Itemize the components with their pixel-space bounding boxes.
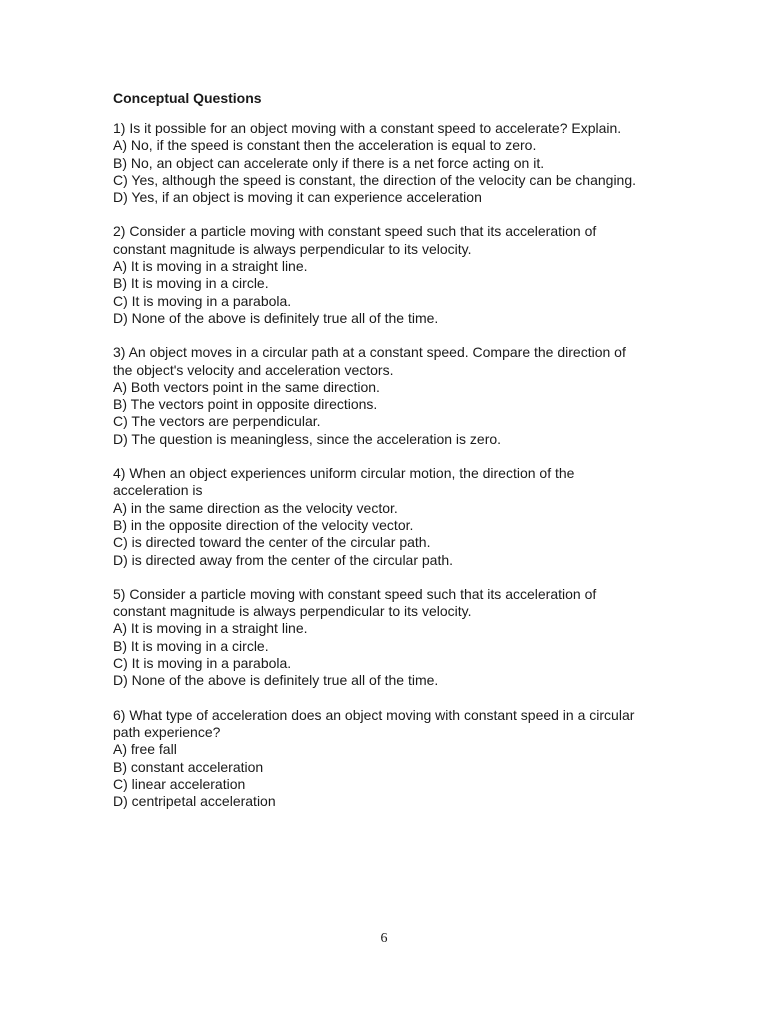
question-text: 1) Is it possible for an object moving with a constant speed to accelerate? Explain. <box>113 120 622 136</box>
answer-option-d: D) is directed away from the center of the circular path. <box>113 551 454 568</box>
question-5 <box>113 586 653 690</box>
answer-option-d: D) None of the above is definitely true all of the time. <box>113 672 439 689</box>
answer-option-d: D) centripetal acceleration <box>113 793 276 810</box>
question-text: 4) When an object experiences uniform circular motion, the direction of the acceleration is <box>113 465 575 499</box>
answer-option-b: B) No, an object can accelerate only if there is a net force acting on it. <box>113 154 545 171</box>
answer-option-d: D) Yes, if an object is moving it can experience acceleration <box>113 189 482 206</box>
answer-option-a: A) in the same direction as the velocity vector. <box>113 499 398 516</box>
answer-option-c: C) It is moving in a parabola. <box>113 292 292 309</box>
answer-option-b: B) It is moving in a circle. <box>113 637 269 654</box>
answer-option-b: B) constant acceleration <box>113 758 264 775</box>
document-page <box>113 90 653 827</box>
page-number: 6 <box>380 931 388 946</box>
section-heading: Conceptual Questions <box>113 90 262 106</box>
answer-option-a: A) free fall <box>113 741 177 758</box>
answer-option-d: D) None of the above is definitely true all of the time. <box>113 309 439 326</box>
answer-option-b: B) It is moving in a circle. <box>113 275 269 292</box>
question-6 <box>113 707 653 811</box>
question-text: 2) Consider a particle moving with constant speed such that its acceleration of constant magnitude is always perpendicular to its velocity. <box>113 223 597 257</box>
answer-option-d: D) The question is meaningless, since the acceleration is zero. <box>113 430 502 447</box>
question-3 <box>113 344 653 448</box>
answer-option-c: C) is directed toward the center of the circular path. <box>113 534 431 551</box>
answer-option-c: C) It is moving in a parabola. <box>113 655 292 672</box>
answer-option-a: A) Both vectors point in the same direction. <box>113 378 380 395</box>
answer-option-b: B) in the opposite direction of the velocity vector. <box>113 516 414 533</box>
question-1 <box>113 120 653 206</box>
question-4 <box>113 465 653 569</box>
question-text: 5) Consider a particle moving with constant speed such that its acceleration of constant magnitude is always perpendicular to its velocity. <box>113 585 597 620</box>
question-text: 6) What type of acceleration does an object moving with constant speed in a circular path experience? <box>113 706 635 740</box>
question-2 <box>113 223 653 327</box>
answer-option-a: A) No, if the speed is constant then the acceleration is equal to zero. <box>113 137 537 154</box>
answer-option-c: C) linear acceleration <box>113 775 246 792</box>
answer-option-a: A) It is moving in a straight line. <box>113 620 308 637</box>
answer-option-b: B) The vectors point in opposite directions. <box>113 396 378 413</box>
answer-option-c: C) Yes, although the speed is constant, the direction of the velocity can be changing. <box>113 171 637 188</box>
question-text: 3) An object moves in a circular path at a constant speed. Compare the direction of the object's velocity and acceleration vectors. <box>113 344 626 378</box>
answer-option-c: C) The vectors are perpendicular. <box>113 413 321 430</box>
answer-option-a: A) It is moving in a straight line. <box>113 258 308 275</box>
